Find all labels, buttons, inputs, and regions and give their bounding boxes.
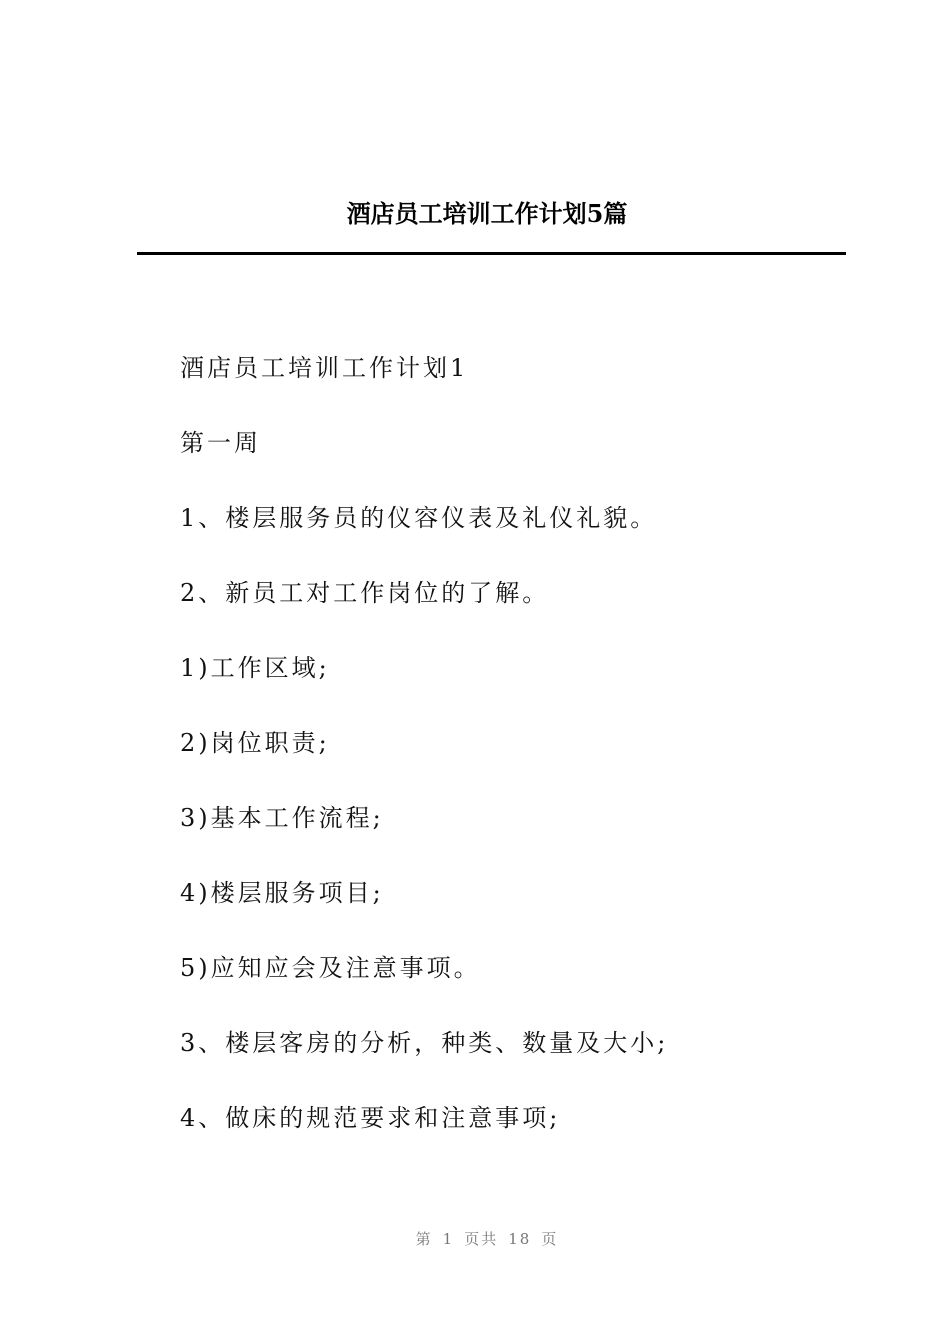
section-heading: 酒店员工培训工作计划1: [180, 354, 469, 382]
body-line: 1)工作区域;: [180, 654, 330, 682]
week-heading: 第一周: [180, 429, 261, 457]
body-line: 1、楼层服务员的仪容仪表及礼仪礼貌。: [180, 504, 658, 532]
body-line: 4、做床的规范要求和注意事项;: [180, 1104, 561, 1132]
body-line: 2)岗位职责;: [180, 729, 330, 757]
body-line: 3、楼层客房的分析，种类、数量及大小;: [180, 1029, 669, 1057]
body-line: 2、新员工对工作岗位的了解。: [180, 579, 550, 607]
page-footer: [0, 1228, 950, 1249]
footer-suffix: 页: [541, 1230, 559, 1248]
body-line: 5)应知应会及注意事项。: [180, 954, 481, 982]
body-line: 3)基本工作流程;: [180, 804, 384, 832]
footer-page-number: 1: [442, 1230, 455, 1248]
document-title: 酒店员工培训工作计划5篇: [346, 199, 628, 228]
footer-prefix: 第: [415, 1230, 433, 1248]
footer-middle: 页共: [464, 1230, 499, 1248]
body-line: 4)楼层服务项目;: [180, 879, 384, 907]
footer-total-pages: 18: [508, 1230, 532, 1248]
title-divider: [137, 252, 846, 255]
